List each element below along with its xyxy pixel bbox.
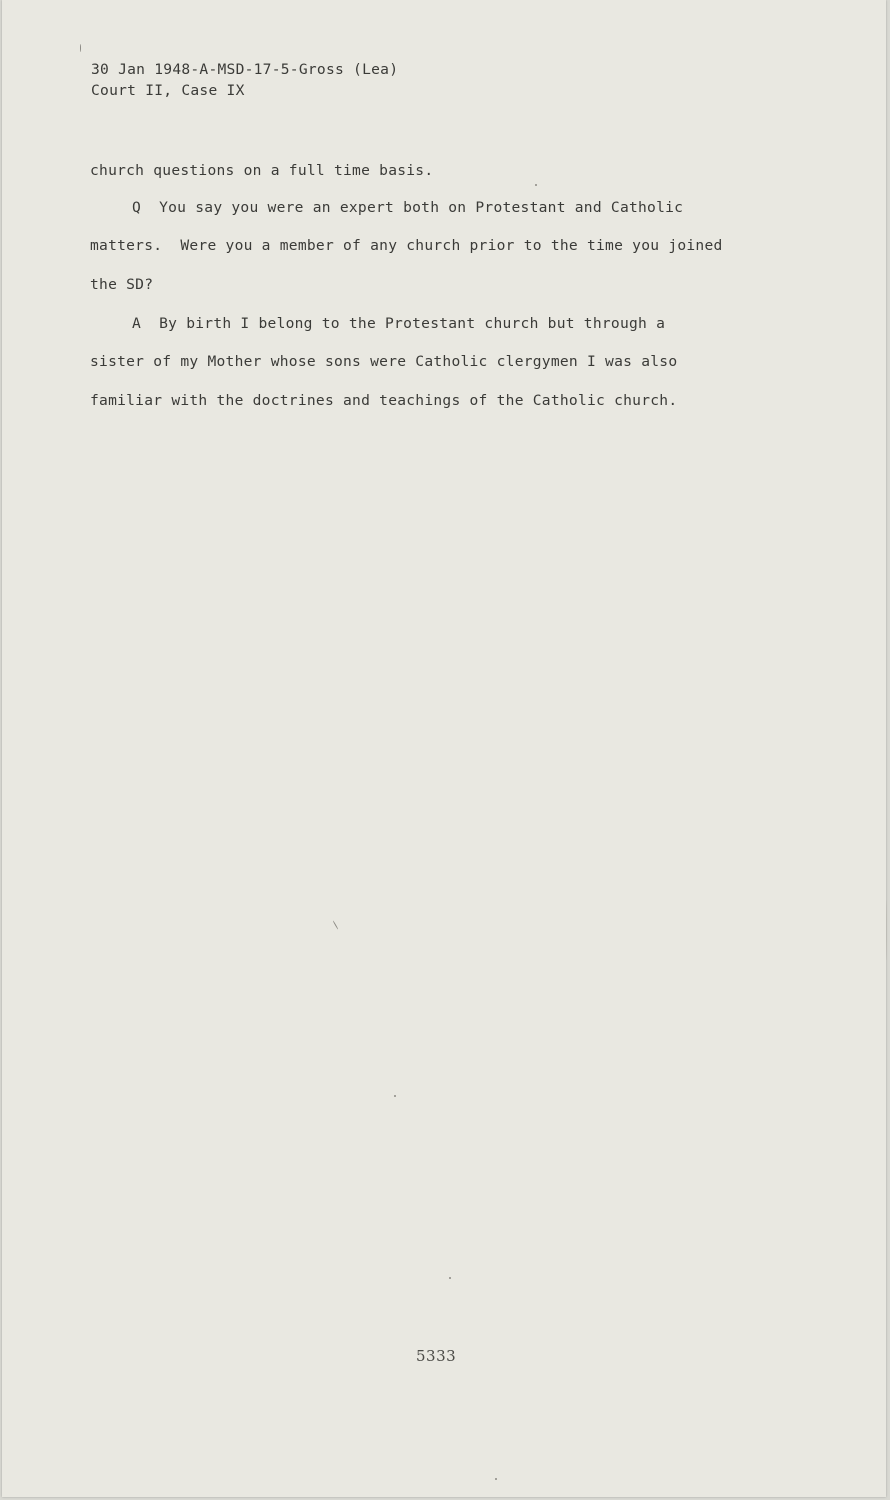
body-line-4: the SD? [90,276,154,293]
body-line-3: matters. Were you a member of any church prior to the time you joined [90,237,723,254]
paper-speck [535,184,537,186]
page-number: 5333 [416,1347,457,1365]
paper-speck [333,920,339,929]
body-line-7: familiar with the doctrines and teachings of the Catholic church. [90,392,678,409]
header-court-line: Court II, Case IX [91,82,245,99]
header-date-line: 30 Jan 1948-A-MSD-17-5-Gross (Lea) [91,61,399,78]
body-line-5: A By birth I belong to the Protestant church but through a [132,315,666,332]
body-line-6: sister of my Mother whose sons were Catholic clergymen I was also [90,353,678,370]
paper-speck [886,900,887,960]
paper-speck [495,1478,497,1480]
document-page [2,0,886,1497]
body-line-1: church questions on a full time basis. [90,162,434,179]
paper-speck [394,1095,396,1097]
body-line-2: Q You say you were an expert both on Protestant and Catholic [132,199,684,216]
paper-speck [449,1277,451,1279]
paper-speck [80,44,81,52]
